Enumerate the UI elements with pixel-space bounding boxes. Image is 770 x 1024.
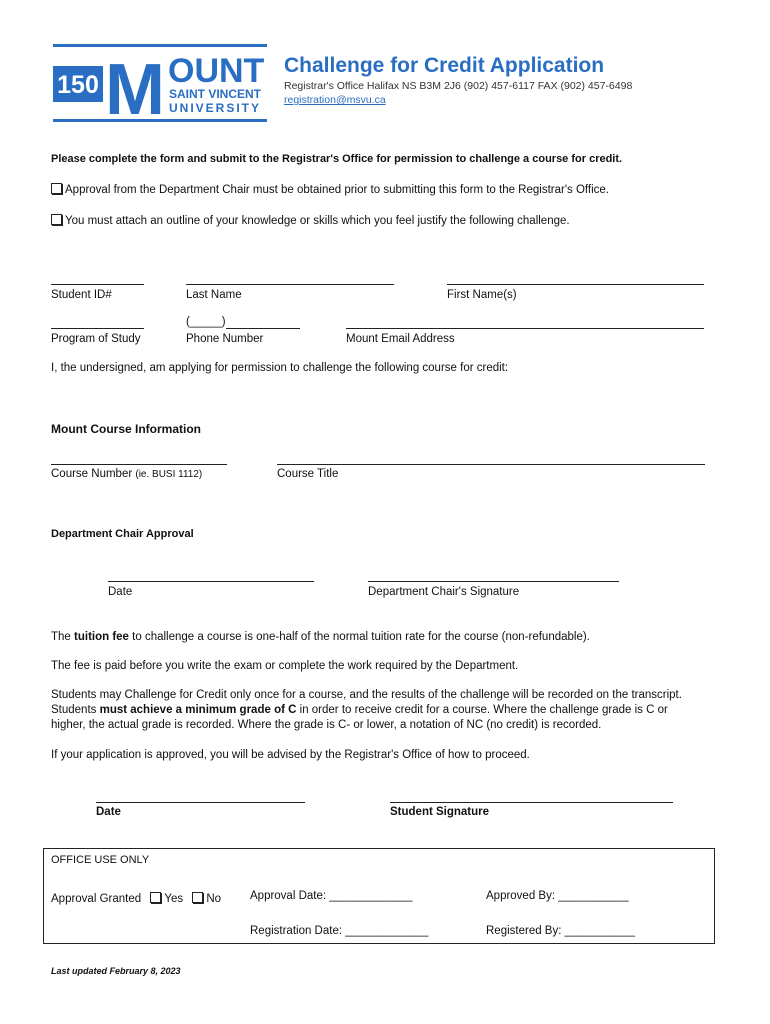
approval-advice-paragraph: If your application is approved, you will be advised by the Registrar's Office of how to proceed. — [51, 749, 530, 761]
program-label: Program of Study — [51, 333, 141, 345]
form-title: Challenge for Credit Application — [284, 54, 605, 77]
approval-date-label: Date — [108, 586, 133, 598]
first-names-label: First Name(s) — [447, 289, 517, 301]
checklist-item-outline — [51, 214, 570, 227]
phone-label: Phone Number — [186, 333, 264, 345]
logo-saint-vincent: SAINT VINCENT — [169, 87, 262, 101]
approval-date-field[interactable] — [108, 581, 314, 582]
checkbox-icon[interactable] — [51, 183, 62, 194]
dept-approval-heading: Department Chair Approval — [51, 528, 194, 540]
logo-university: UNIVERSITY — [169, 101, 262, 115]
tuition-fee-paragraph — [51, 630, 590, 645]
course-number-field[interactable] — [51, 464, 227, 465]
course-title-field[interactable] — [277, 464, 705, 465]
last-name-label: Last Name — [186, 289, 242, 301]
grade-text-bold: must achieve a minimum grade of C — [99, 704, 297, 716]
logo-m: M — [105, 50, 165, 122]
approval-granted-label: Approval Granted — [51, 893, 142, 905]
chair-signature-field[interactable] — [368, 581, 619, 582]
grade-paragraph — [51, 688, 682, 733]
office-use-box — [43, 848, 715, 944]
checkbox-icon[interactable] — [51, 214, 62, 225]
registrar-email-link[interactable]: registration@msvu.ca — [284, 94, 386, 106]
last-name-field[interactable] — [186, 284, 394, 285]
checklist-item-approval — [51, 183, 609, 196]
mount-email-label: Mount Email Address — [346, 333, 455, 345]
fee-text-pre: The — [51, 631, 75, 643]
grade-text-pre: Students — [51, 704, 100, 716]
office-box-left-border — [43, 849, 44, 943]
grade-line-2 — [51, 703, 682, 718]
grade-line-3: higher, the actual grade is recorded. Where the grade is C- or lower, a notation of NC (no credit) is recorded. — [51, 719, 602, 731]
logo-ount: OUNT — [168, 52, 265, 90]
checklist-outline-text: You must attach an outline of your knowledge or skills which you feel justify the following challenge. — [65, 215, 570, 227]
chair-signature-label: Department Chair's Signature — [368, 586, 520, 598]
course-number-example: (ie. BUSI 1112) — [135, 469, 203, 480]
approval-date-office[interactable]: Approval Date: _____________ — [250, 890, 413, 902]
grade-text-post: in order to receive credit for a course. Where the challenge grade is C or — [296, 704, 668, 716]
registered-by-office[interactable]: Registered By: ___________ — [486, 925, 635, 937]
course-number-label — [51, 468, 202, 480]
no-label: No — [206, 893, 222, 905]
student-signature-label: Student Signature — [390, 806, 490, 818]
checklist-approval-text: Approval from the Department Chair must be obtained prior to submitting this form to the Registrar's Office. — [65, 184, 609, 196]
grade-line-1: Students may Challenge for Credit only once for a course, and the results of the challenge will be recorded on the transcript. — [51, 689, 682, 701]
fee-text-post: to challenge a course is one-half of the normal tuition rate for the course (non-refundable). — [128, 631, 590, 643]
yes-checkbox-icon[interactable] — [150, 892, 161, 903]
student-id-label: Student ID# — [51, 289, 112, 301]
course-info-heading: Mount Course Information — [51, 422, 201, 436]
student-id-field[interactable] — [51, 284, 144, 285]
registration-date-office[interactable]: Registration Date: _____________ — [250, 925, 429, 937]
university-logo — [53, 44, 267, 122]
phone-field[interactable] — [226, 328, 300, 329]
registrar-contact: Registrar's Office Halifax NS B3M 2J6 (902) 457-6117 FAX (902) 457-6498 — [284, 80, 633, 92]
approval-granted-row — [51, 892, 221, 905]
student-date-label: Date — [96, 806, 121, 818]
last-updated-footer: Last updated February 8, 2023 — [51, 966, 181, 976]
no-checkbox-icon[interactable] — [192, 892, 203, 903]
fee-text-bold: tuition fee — [74, 631, 129, 643]
course-number-label-text: Course Number — [51, 468, 133, 480]
main-instruction: Please complete the form and submit to the Registrar's Office for permission to challenge a course for credit. — [51, 153, 623, 165]
mount-email-field[interactable] — [346, 328, 704, 329]
undersigned-statement: I, the undersigned, am applying for permission to challenge the following course for credit: — [51, 362, 509, 374]
student-date-field[interactable] — [96, 802, 305, 803]
office-use-heading: OFFICE USE ONLY — [51, 854, 150, 866]
approved-by-office[interactable]: Approved By: ___________ — [486, 890, 629, 902]
program-field[interactable] — [51, 328, 144, 329]
course-title-label: Course Title — [277, 468, 339, 480]
first-names-field[interactable] — [447, 284, 704, 285]
logo-150: 150 — [57, 71, 99, 99]
fee-payment-paragraph: The fee is paid before you write the exam or complete the work required by the Department. — [51, 660, 519, 672]
logo-graphic — [53, 44, 267, 122]
yes-label: Yes — [164, 893, 184, 905]
student-signature-field[interactable] — [390, 802, 673, 803]
phone-area-code: (_____) — [186, 316, 226, 328]
